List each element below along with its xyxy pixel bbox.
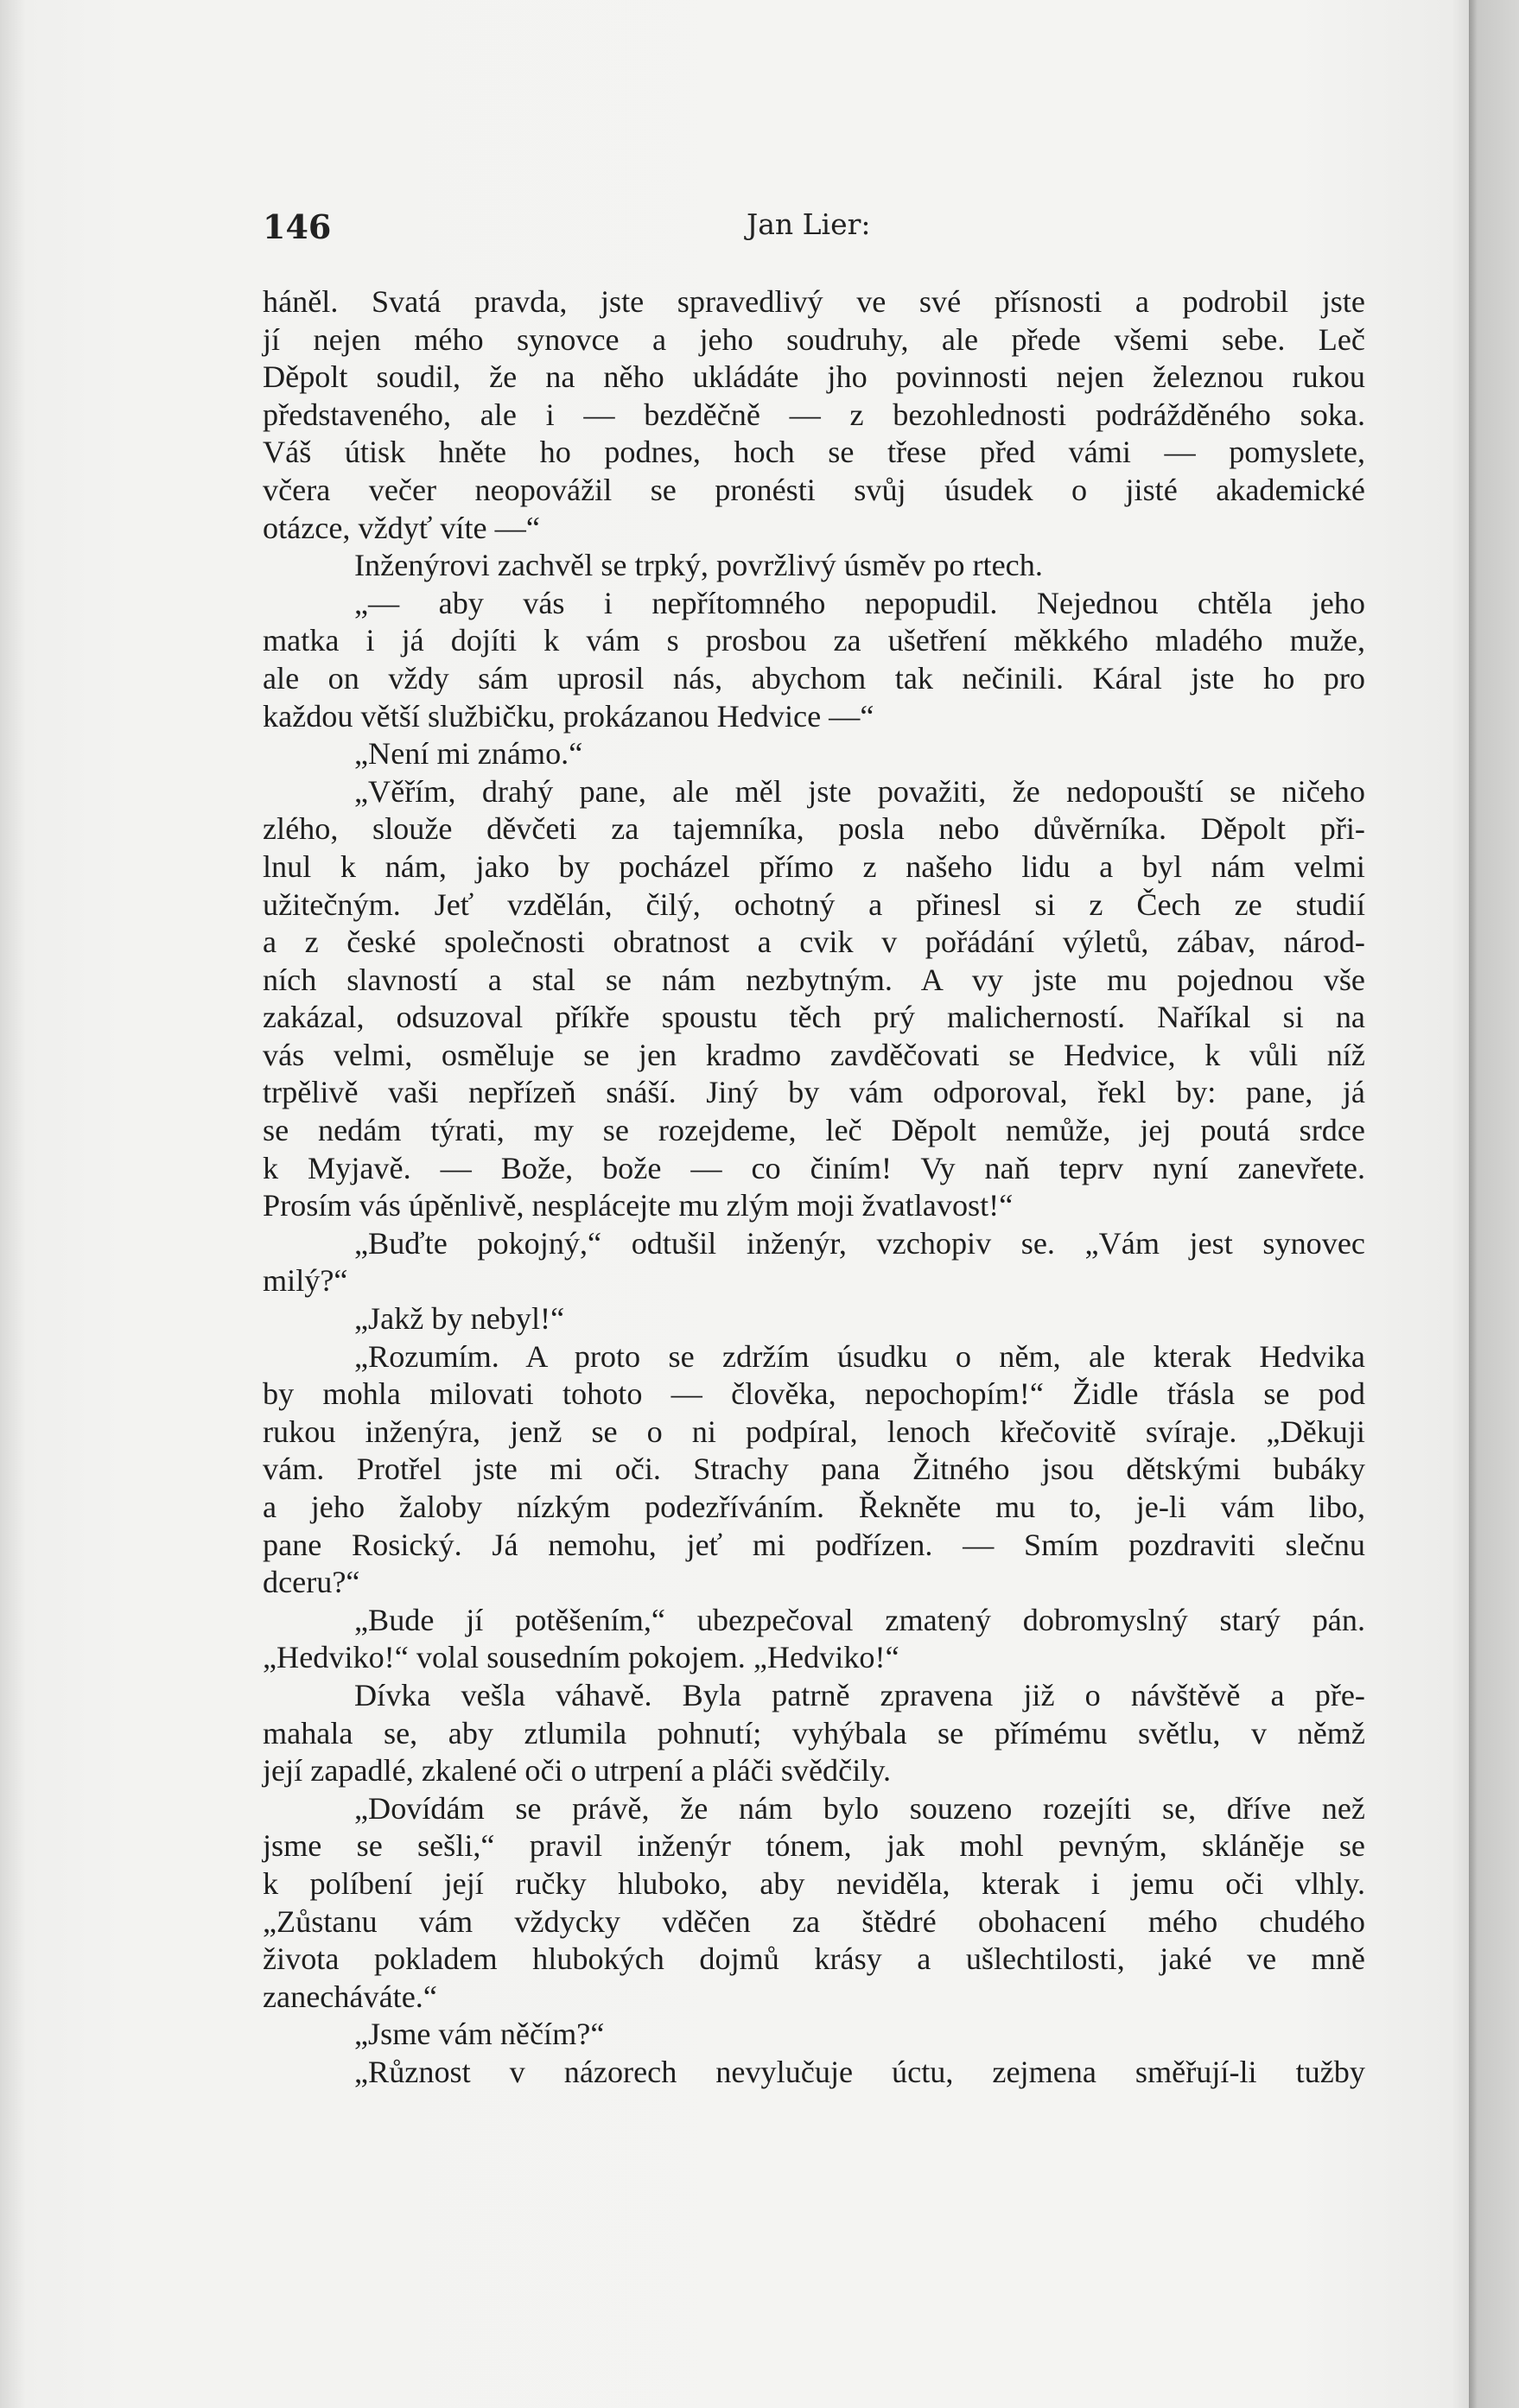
text-line: „Rozumím. A proto se zdržím úsudku o něm, ale kterak Hedvika — [354, 1338, 1365, 1374]
text-line: se nedám týrati, my se rozejdeme, leč Děpolt nemůže, jej poutá srdce — [263, 1113, 1365, 1148]
text-line: rukou inženýra, jenž se o ni podpíral, lenoch křečovitě svíraje. „Děkuji — [263, 1414, 1365, 1449]
text-line: vás velmi, osměluje se jen kradmo zavděčovati se Hedvice, k vůli níž — [263, 1037, 1365, 1072]
text-line: zanecháváte.“ — [263, 1979, 437, 2014]
text-line: Inženýrovi zachvěl se trpký, povržlivý úsměv po rtech. — [354, 548, 1043, 583]
text-line: „Různost v názorech nevylučuje úctu, zejmena směřují-li tužby — [354, 2054, 1365, 2089]
text-line: háněl. Svatá pravda, jste spravedlivý ve své přísnosti a podrobil jste — [263, 284, 1365, 319]
text-line: Dívka vešla váhavě. Byla patrně zpravena již o návštěvě a pře- — [354, 1677, 1365, 1712]
text-line: matka i já dojíti k vám s prosbou za ušetření měkkého mladého muže, — [263, 623, 1365, 658]
text-line: pane Rosický. Já nemohu, jeť mi podřízen. — Smím pozdraviti slečnu — [263, 1527, 1365, 1562]
text-line: užitečným. Jeť vzdělán, čilý, ochotný a přinesl si z Čech ze studií — [263, 886, 1365, 922]
text-line: její zapadlé, zkalené oči o utrpení a pláči svědčily. — [263, 1753, 892, 1789]
text-line: „— aby vás i nepřítomného nepopudil. Nejednou chtěla jeho — [354, 585, 1365, 620]
text-line: „Buďte pokojný,“ odtušil inženýr, vzchopiv se. „Vám jest synovec — [354, 1225, 1365, 1261]
text-line: „Není mi známo.“ — [354, 736, 583, 772]
text-line: „Dovídám se právě, že nám bylo souzeno rozejíti se, dříve než — [354, 1790, 1365, 1826]
text-line: včera večer neopovážil se pronésti svůj úsudek o jisté akademické — [263, 472, 1365, 507]
text-line: a jeho žaloby nízkým podezříváním. Řekněte mu to, je-li vám libo, — [263, 1490, 1365, 1524]
text-line: ních slavností a stal se nám nezbytným. A vy jste mu pojednou vše — [263, 962, 1365, 997]
text-line: ale on vždy sám uprosil nás, abychom tak nečinili. Káral jste ho pro — [263, 660, 1365, 696]
text-line: každou větší službičku, prokázanou Hedvice —“ — [263, 698, 874, 734]
text-line: dceru?“ — [263, 1565, 360, 1600]
text-line: zlého, slouže děvčeti za tajemníka, posla nebo důvěrníka. Děpolt při- — [263, 811, 1365, 847]
text-line: by mohla milovati tohoto — člověka, nepochopím!“ Židle třásla se pod — [263, 1376, 1365, 1412]
text-line: života pokladem hlubokých dojmů krásy a ušlechtilosti, jaké ve mně — [263, 1941, 1365, 1977]
text-line: k políbení její ručky hluboko, aby neviděla, kterak i jemu oči vlhly. — [263, 1865, 1365, 1901]
text-line: „Bude jí potěšením,“ ubezpečoval zmatený dobromyslný starý pán. — [354, 1602, 1365, 1637]
text-line: Váš útisk hněte ho podnes, hoch se třese před vámi — pomyslete, — [263, 435, 1365, 470]
text-line: milý?“ — [263, 1263, 348, 1299]
book-spine-shadow — [1469, 0, 1519, 2408]
text-line: „Jakž by nebyl!“ — [354, 1301, 565, 1337]
text-line: mahala se, aby ztlumila pohnutí; vyhýbala se přímému světlu, v němž — [263, 1715, 1365, 1750]
text-line: lnul k nám, jako by pocházel přímo z našeho lidu a byl nám velmi — [263, 848, 1365, 884]
text-line: „Věřím, drahý pane, ale měl jste považiti, že nedopouští se ničeho — [354, 773, 1365, 809]
text-line: otázce, vždyť víte —“ — [263, 510, 540, 545]
body-text — [263, 283, 1365, 2092]
text-line: a z české společnosti obratnost a cvik v pořádání výletů, zábav, národ- — [263, 924, 1365, 960]
text-line: jsme se sešli,“ pravil inženýr tónem, jak mohl pevným, skláněje se — [263, 1828, 1365, 1864]
text-line: „Jsme vám něčím?“ — [354, 2017, 605, 2052]
text-line: Děpolt soudil, že na něho ukládáte jho povinnosti nejen železnou rukou — [263, 359, 1365, 395]
text-line: trpělivě vaši nepřízeň snáší. Jiný by vám odporoval, řekl by: pane, já — [263, 1075, 1365, 1110]
page-header — [263, 204, 1365, 256]
text-line: Prosím vás úpěnlivě, nesplácejte mu zlým moji žvatlavost!“ — [263, 1188, 1014, 1223]
text-line: představeného, ale i — bezděčně — z bezohlednosti podrážděného soka. — [263, 397, 1365, 432]
text-line: k Myjavě. — Bože, bože — co činím! Vy naň teprv nyní zanevřete. — [263, 1150, 1365, 1185]
text-line: vám. Protřel jste mi oči. Strachy pana Žitného jsou dětskými bubáky — [263, 1452, 1365, 1487]
text-line: jí nejen mého synovce a jeho soudruhy, ale přede všemi sebe. Leč — [263, 321, 1365, 357]
text-line: „Hedviko!“ volal sousedním pokojem. „Hedviko!“ — [263, 1640, 899, 1675]
running-head: Jan Lier: — [747, 207, 871, 241]
page-number: 146 — [263, 207, 332, 246]
text-line: zakázal, odsuzoval příkře spoustu těch prý malicherností. Naříkal si na — [263, 1000, 1365, 1035]
text-line: „Zůstanu vám vždycky vděčen za štědré obohacení mého chudého — [263, 1903, 1365, 1939]
